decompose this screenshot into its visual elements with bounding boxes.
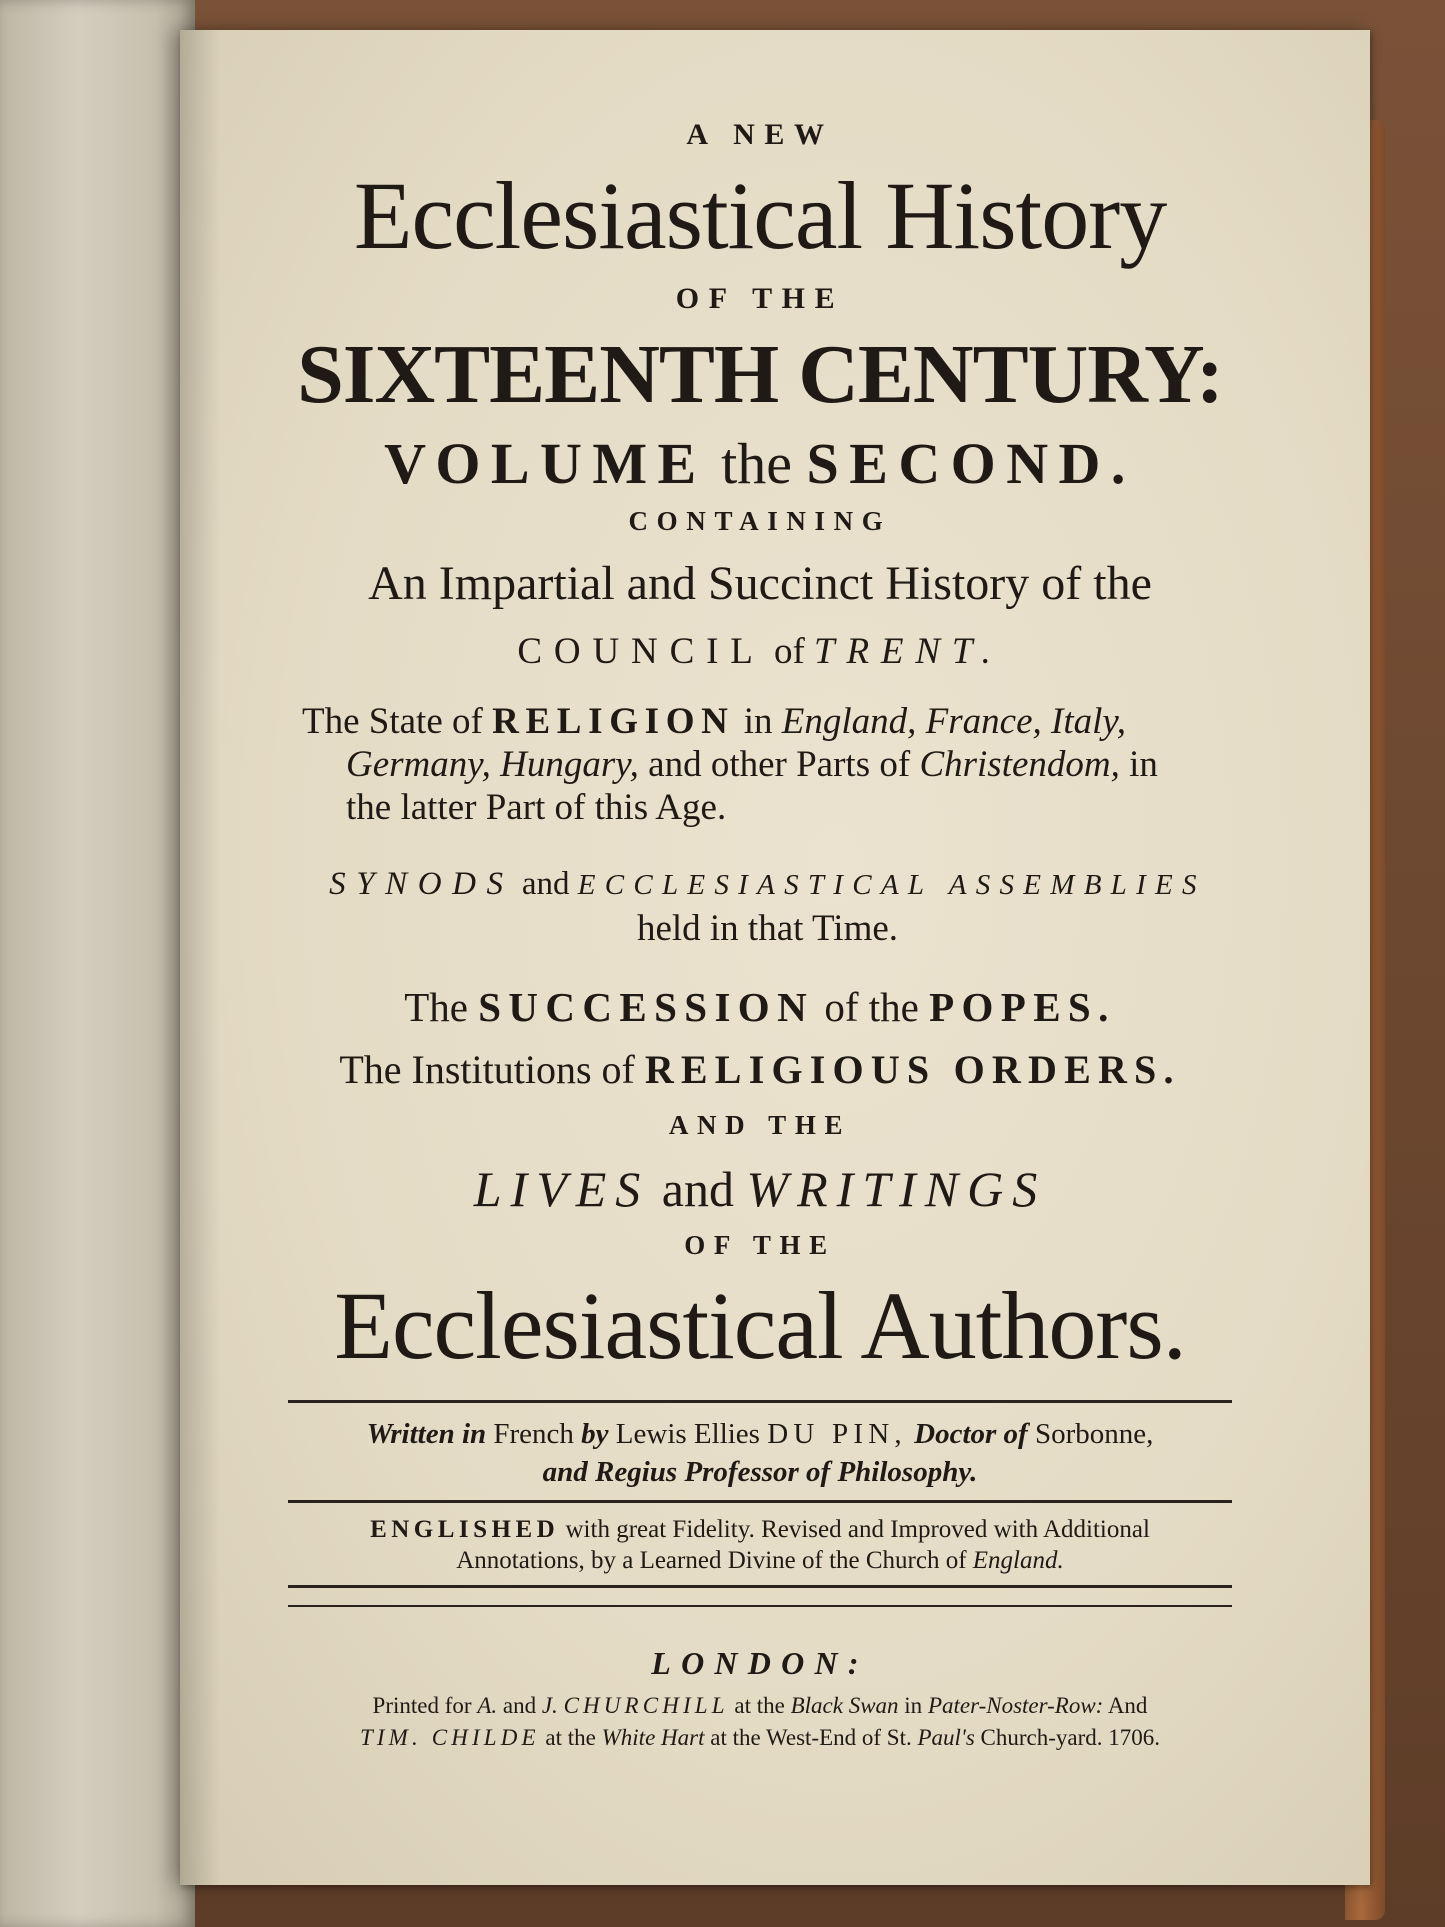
line-religious-orders <box>290 1046 1230 1093</box>
line-impartial-history: An Impartial and Succinct History of the <box>368 557 1152 610</box>
text-span: Printed for <box>372 1693 472 1718</box>
line-lives-and-writings <box>290 1160 1230 1218</box>
text-span: J. <box>541 1693 558 1718</box>
text-span: A. <box>477 1693 498 1718</box>
text-span: Sorbonne, <box>1034 1418 1154 1450</box>
text-span: And <box>1107 1693 1148 1718</box>
divider-rule <box>288 1400 1232 1403</box>
text-span: by <box>581 1418 609 1450</box>
text-span: Lewis Ellies <box>615 1418 760 1450</box>
paragraph-author <box>290 1415 1230 1491</box>
heading-of-the-2: OF THE <box>684 1230 836 1260</box>
text-span: the latter Part of this Age. <box>346 787 727 828</box>
text-span: Christendom, <box>919 744 1120 785</box>
trent-word: TRENT. <box>814 631 1003 672</box>
heading-and-the: AND THE <box>668 1110 852 1140</box>
text-span: Written in <box>366 1418 487 1450</box>
text-span: at the <box>545 1725 596 1750</box>
paragraph-englished <box>290 1514 1230 1576</box>
text-span: The State of <box>302 701 483 742</box>
text-span: Church-yard. 1706. <box>980 1725 1161 1750</box>
text-span: in <box>904 1693 923 1718</box>
text-span: England, France, Italy, <box>781 701 1127 742</box>
text-span: French <box>493 1418 574 1450</box>
paragraph-synods <box>300 862 1235 951</box>
heading-sixteenth-century: SIXTEENTH CENTURY: <box>297 328 1223 421</box>
heading-volume <box>290 430 1230 497</box>
the-word: the <box>721 431 793 496</box>
text-span: Paul's <box>917 1725 975 1750</box>
text-span: SYNODS <box>329 866 514 902</box>
council-word: COUNCIL <box>517 631 765 672</box>
heading-ecclesiastical-history: Ecclesiastical History <box>353 162 1167 269</box>
text-span: LIVES <box>473 1161 650 1217</box>
text-span: at the <box>734 1693 785 1718</box>
text-span: The <box>404 984 468 1030</box>
text-span: and <box>502 1693 537 1718</box>
text-span: and Regius Professor of Philosophy. <box>542 1456 978 1488</box>
text-span: Annotations, by a Learned Divine of the Church of <box>456 1547 967 1574</box>
text-span: at the West-End of St. <box>710 1725 912 1750</box>
text-span: RELIGION <box>492 701 735 742</box>
paragraph-state-of-religion <box>302 700 1232 829</box>
line-succession-of-popes <box>290 983 1230 1031</box>
text-span: ENGLISHED <box>370 1516 560 1543</box>
volume-word: VOLUME <box>384 431 707 496</box>
heading-of-the: OF THE <box>675 282 845 315</box>
text-span: and <box>661 1161 734 1217</box>
imprint-london: LONDON: <box>651 1645 869 1681</box>
heading-a-new: A NEW <box>686 118 834 151</box>
text-span: Pater-Noster-Row: <box>927 1693 1104 1718</box>
text-span: Germany, Hungary, <box>346 744 639 785</box>
text-span: England. <box>972 1547 1064 1574</box>
text-span: RELIGIOUS ORDERS. <box>644 1047 1181 1092</box>
left-page <box>0 0 195 1927</box>
text-span: CHURCHILL <box>563 1693 729 1718</box>
text-span: SUCCESSION <box>478 984 815 1030</box>
text-span: POPES. <box>929 984 1116 1030</box>
text-span: Doctor of <box>914 1418 1028 1450</box>
text-span: held in that Time. <box>636 908 899 949</box>
second-word: SECOND. <box>806 431 1136 496</box>
text-span: Black Swan <box>790 1693 899 1718</box>
text-span: TIM. CHILDE <box>359 1725 540 1750</box>
text-span: DU PIN, <box>767 1418 907 1450</box>
text-span: and other Parts of <box>648 744 911 785</box>
heading-ecclesiastical-authors: Ecclesiastical Authors. <box>334 1272 1186 1379</box>
text-span: in <box>1129 744 1158 785</box>
line-council-of-trent <box>290 630 1230 673</box>
text-span: The Institutions of <box>339 1047 635 1092</box>
text-span: with great Fidelity. Revised and Improved with Additional <box>565 1516 1150 1543</box>
heading-containing: CONTAINING <box>628 506 892 536</box>
text-span: ECCLESIASTICAL ASSEMBLIES <box>577 869 1206 901</box>
text-span: of the <box>824 984 919 1030</box>
of-word: of <box>773 631 805 672</box>
divider-rule <box>288 1585 1232 1588</box>
text-span: WRITINGS <box>746 1161 1047 1217</box>
text-span: and <box>521 866 570 902</box>
text-span: White Hart <box>601 1725 705 1750</box>
paragraph-imprint <box>290 1690 1230 1754</box>
text-span: in <box>743 701 773 742</box>
divider-rule <box>288 1605 1232 1607</box>
divider-rule <box>288 1500 1232 1503</box>
